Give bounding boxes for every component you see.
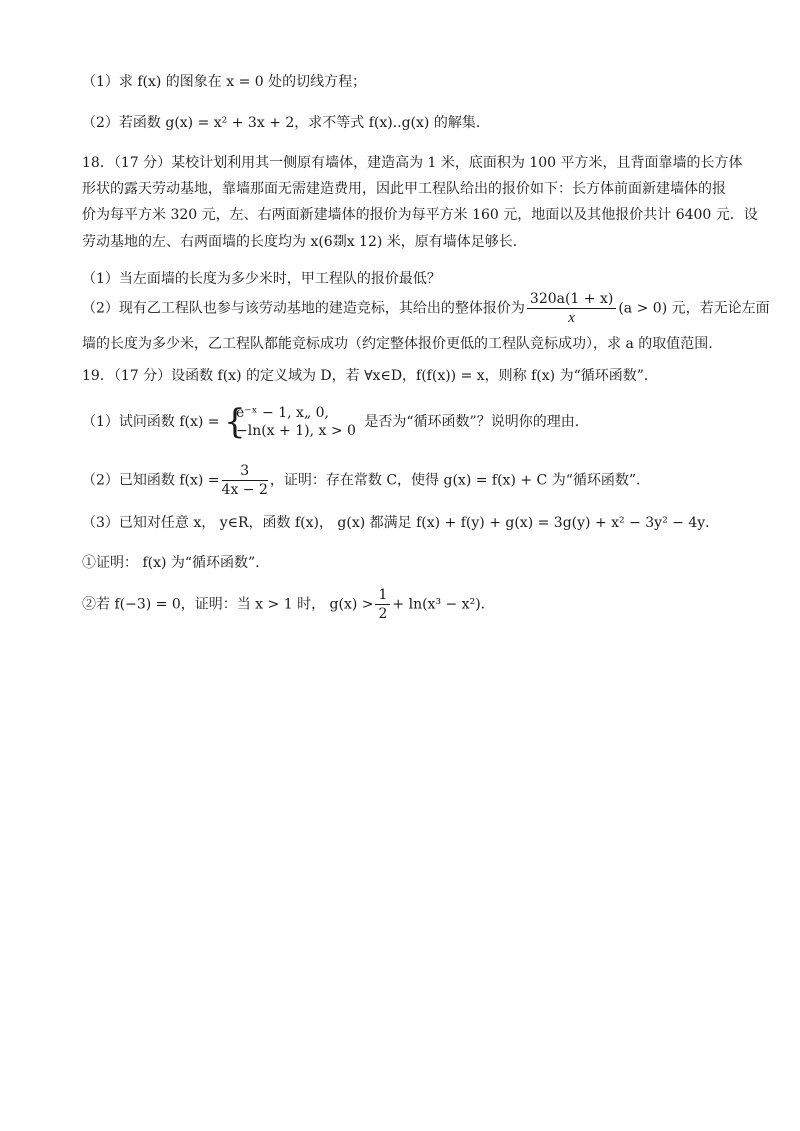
piecewise-case-1: e⁻ˣ − 1, x„ 0, — [236, 405, 330, 421]
q19-part1-lead: （1）试问函数 f(x) = — [82, 414, 220, 430]
q17-part2: （2）若函数 g(x) = x² + 3x + 2，求不等式 f(x)..g(x) 的解集. — [82, 115, 481, 131]
q19-part2-fraction — [222, 462, 268, 499]
q18-price-fraction — [527, 290, 616, 327]
q19-part1-tail: 是否为“循环函数”？说明你的理由. — [364, 414, 580, 430]
q19-part2-tail: ，证明：存在常数 C，使得 g(x) = f(x) + C 为“循环函数”． — [269, 472, 651, 489]
piecewise-case-2: −ln(x + 1), x > 0 — [236, 423, 356, 439]
q19-sub2-denominator: 2 — [378, 606, 388, 622]
q18-fraction-denominator: x — [568, 310, 575, 326]
q19-part2-denominator: 4x − 2 — [221, 482, 268, 498]
q19-sub2-lead: ②若 f(−3) = 0，证明：当 x > 1 时， g(x) > — [82, 596, 374, 613]
q18-part2-line2: 墙的长度为多少米，乙工程队都能竞标成功（约定整体报价更低的工程队竞标成功），求 a 的取值范围. — [82, 336, 713, 352]
piecewise-function — [224, 404, 356, 440]
q18-fraction-numerator: 320a(1 + x) — [527, 290, 616, 309]
q19-part3: （3）已知对任意 x， y∈R，函数 f(x)， g(x) 都满足 f(x) + f(y) + g(x) = 3g(y) + x² − 3y² − 4y． — [82, 515, 720, 531]
q18-line1: 18．（17 分）某校计划利用其一侧原有墙体，建造高为 1 米，底面积为 100 平方米，且背面靠墙的长方体 — [82, 155, 743, 171]
q19-sub2-tail: + ln(x³ − x²)． — [392, 596, 495, 613]
q18-part2-tail: (a > 0) 元，若无论左面 — [618, 300, 770, 317]
q18-line2: 形状的露天劳动基地，靠墙那面无需建造费用，因此甲工程队给出的报价如下：长方体前面新建墙体的报 — [82, 181, 726, 197]
q17-part1: （1）求 f(x) 的图象在 x = 0 处的切线方程； — [82, 74, 367, 90]
q19-part2-lead: （2）已知函数 f(x) = — [82, 472, 220, 489]
q18-part1: （1）当左面墙的长度为多少米时，甲工程队的报价最低？ — [82, 271, 441, 287]
q18-part2-line1 — [82, 290, 770, 327]
q18-part2-lead: （2）现有乙工程队也参与该劳动基地的建造竞标，其给出的整体报价为 — [82, 300, 525, 317]
q19-part1 — [82, 404, 579, 440]
brace-symbol: { — [224, 402, 246, 442]
q19-sub2 — [82, 586, 495, 623]
q19-part2 — [82, 462, 650, 499]
q19-sub1: ①证明： f(x) 为“循环函数”． — [82, 555, 270, 571]
q19-sub2-numerator: 1 — [375, 586, 390, 605]
q19-line1: 19．（17 分）设函数 f(x) 的定义域为 D，若 ∀x∈D，f(f(x)) = x，则称 f(x) 为“循环函数”． — [82, 368, 658, 384]
q18-line4: 劳动基地的左、右两面墙的长度均为 x(6剟x 12) 米，原有墙体足够长． — [82, 234, 527, 250]
q19-sub2-fraction — [375, 586, 390, 623]
q18-line3: 价为每平方米 320 元，左、右两面新建墙体的报价为每平方米 160 元，地面以及其他报价共计 6400 元．设 — [82, 207, 758, 223]
q19-part2-numerator: 3 — [222, 462, 268, 481]
